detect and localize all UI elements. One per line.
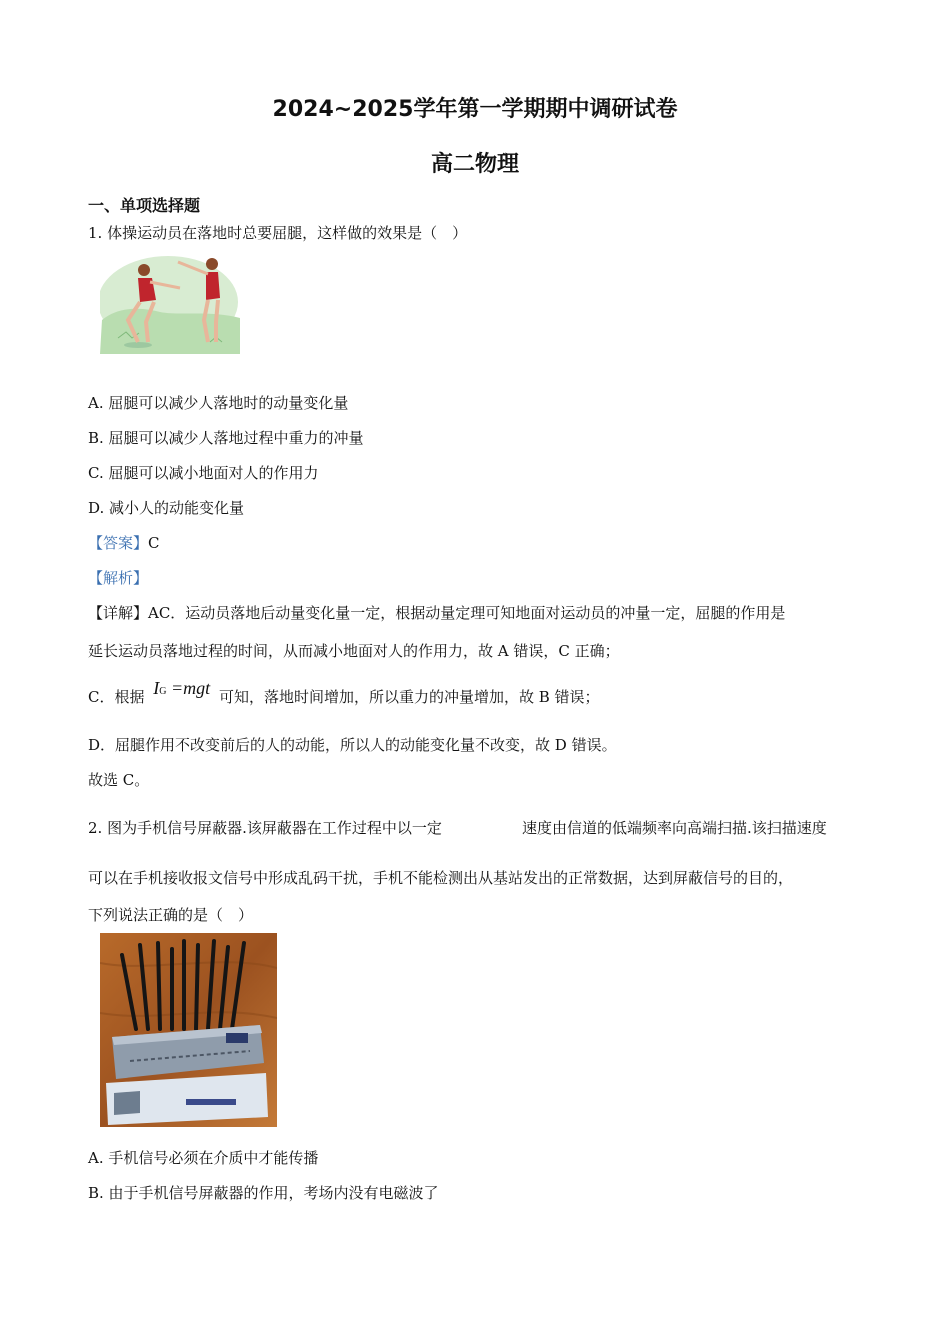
detail-line-1: 【详解】AC．运动员落地后动量变化量一定，根据动量定理可知地面对运动员的冲量一定，屈腿的作用是 bbox=[88, 604, 786, 622]
question-1-stem: 1. 体操运动员在落地时总要屈腿，这样做的效果是（ ） bbox=[88, 224, 468, 242]
q1-option-a: A. 屈腿可以减少人落地时的动量变化量 bbox=[88, 394, 349, 412]
formula-rhs: =mgt bbox=[171, 678, 211, 698]
answer-value: C bbox=[148, 534, 160, 552]
gymnast-illustration bbox=[100, 250, 242, 354]
answer-tag: 【答案】 bbox=[88, 534, 149, 552]
section-heading: 一、单项选择题 bbox=[88, 196, 201, 215]
subject-title: 高二物理 bbox=[430, 152, 519, 177]
q1-conclusion: 故选 C。 bbox=[88, 771, 150, 789]
formula-symbol: I bbox=[153, 678, 160, 698]
q1-answer bbox=[88, 532, 160, 553]
q2-option-a: A. 手机信号必须在介质中才能传播 bbox=[88, 1149, 319, 1167]
detail-line-2: 延长运动员落地过程的时间，从而减小地面对人的作用力，故 A 错误，C 正确； bbox=[88, 642, 620, 660]
detail-c-prefix: C．根据 bbox=[88, 688, 145, 706]
exam-title: 2024~2025学年第一学期期中调研试卷 bbox=[272, 97, 678, 122]
analysis-tag: 【解析】 bbox=[88, 569, 149, 587]
detail-option-d: D．屈腿作用不改变前后的人的动能，所以人的动能变化量不改变，故 D 错误。 bbox=[88, 736, 617, 754]
q1-option-c: C. 屈腿可以减小地面对人的作用力 bbox=[88, 464, 319, 482]
question-2-stem-line-3: 下列说法正确的是（ ） bbox=[88, 906, 254, 924]
q1-option-d: D. 减小人的动能变化量 bbox=[88, 499, 245, 517]
detail-option-c bbox=[88, 678, 600, 707]
formula-subscript: G bbox=[159, 686, 167, 697]
question-2-stem-part-a: 2. 图为手机信号屏蔽器.该屏蔽器在工作过程中以一定 bbox=[88, 819, 442, 837]
q2-option-b: B. 由于手机信号屏蔽器的作用，考场内没有电磁波了 bbox=[88, 1184, 439, 1202]
q1-option-b: B. 屈腿可以减少人落地过程中重力的冲量 bbox=[88, 429, 364, 447]
question-2-stem-line-2: 可以在手机接收报文信号中形成乱码干扰，手机不能检测出从基站发出的正常数据，达到屏蔽信号的目的， bbox=[88, 869, 794, 887]
signal-jammer-photo bbox=[100, 933, 277, 1127]
impulse-formula bbox=[153, 678, 210, 698]
detail-c-suffix: 可知，落地时间增加，所以重力的冲量增加，故 B 错误； bbox=[218, 688, 600, 706]
question-2-stem-part-b: 速度由信道的低端频率向高端扫描.该扫描速度 bbox=[522, 819, 827, 837]
